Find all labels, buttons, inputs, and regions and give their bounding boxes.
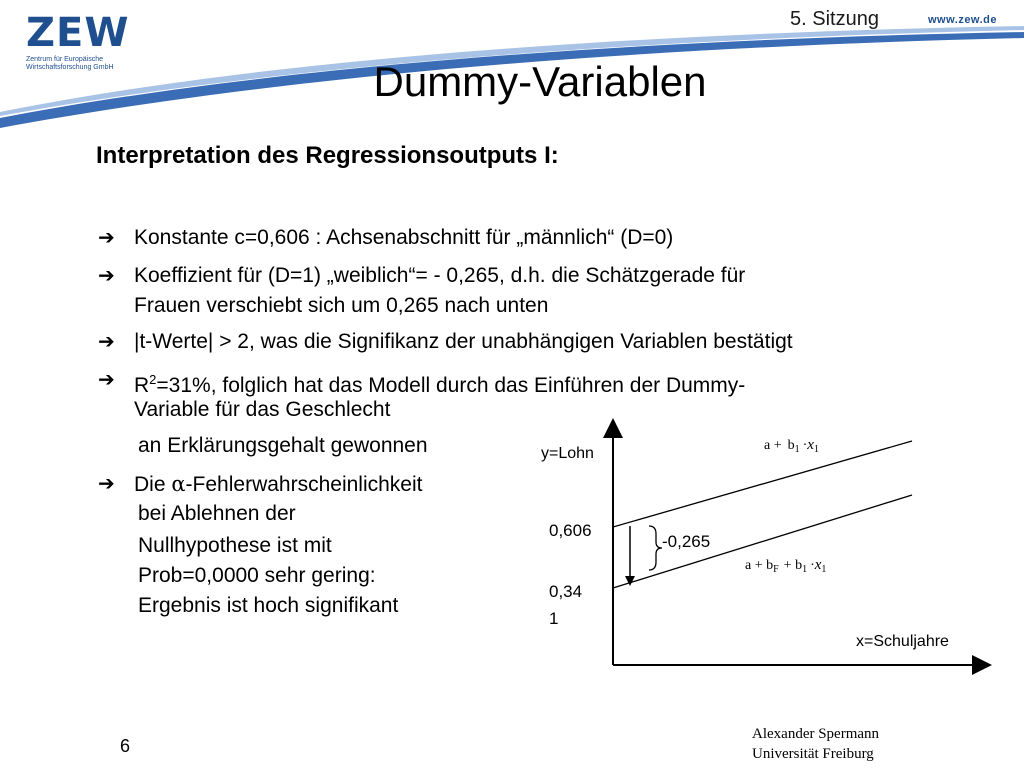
bullet-3-text: |t-Werte| > 2, was die Signifikanz der unabhängigen Variablen bestätigt [134,330,793,353]
author-name: Alexander Spermann [752,726,880,742]
arrow-icon: ➔ [98,227,115,249]
bullet-5-line-2: bei Ablehnen der [138,502,296,525]
bullet-5-pre: Die [134,473,172,496]
shift-brace [649,526,662,570]
r-superscript: 2 [149,372,157,387]
bullet-5-line-4: Prob=0,0000 sehr gering: [138,564,376,587]
male-regression-line [613,441,912,527]
r-symbol: R [134,374,150,397]
alpha-symbol: α [171,472,186,496]
arrow-icon: ➔ [98,473,115,495]
bullet-1-text: Konstante c=0,606 : Achsenabschnitt für „männlich“ (D=0) [134,226,674,249]
shift-label: -0,265 [662,532,711,551]
intercept-male-label: 0,606 [549,521,592,540]
arrow-icon: ➔ [98,369,115,391]
author-university: Universität Freiburg [752,746,874,762]
logo-subtitle-line-1: Zentrum für Europäische [26,56,104,63]
bullet-4-line-2: Variable für das Geschlecht [134,398,391,421]
bullet-4-line-3: an Erklärungsgehalt gewonnen [138,434,428,457]
website-link[interactable]: www.zew.de [928,14,997,26]
x-axis-label: x=Schuljahre [856,633,949,650]
bullet-5-line-3: Nullhypothese ist mit [138,534,332,557]
slide-title: Dummy-Variablen [373,58,707,105]
bullet-2-line-2: Frauen verschiebt sich um 0,265 nach unten [134,294,549,317]
equation-upper: $a + b_1 \cdot x_1$ [764,437,819,455]
intercept-female-label-2: 1 [549,609,559,628]
author-block [752,724,879,764]
logo-subtitle-line-2: Wirtschaftsforschung GmbH [26,64,114,71]
equation-lower: $a + b_F + b_1 \cdot x_1$ [745,557,827,575]
slide-subtitle: Interpretation des Regressionsoutputs I: [96,142,559,169]
page-number: 6 [120,736,131,756]
bullet-5-post: -Fehlerwahrscheinlichkeit [185,473,423,496]
arrow-icon: ➔ [98,265,115,287]
session-label: 5. Sitzung [790,8,879,30]
zew-logo: ZEW [26,10,130,56]
arrow-icon: ➔ [98,331,115,353]
bullet-4-rest: =31%, folglich hat das Modell durch das Einführen der Dummy- [156,374,746,397]
female-regression-line [613,495,912,588]
bullet-2-line-1: Koeffizient für (D=1) „weiblich“= - 0,265, d.h. die Schätzgerade für [134,264,746,287]
intercept-female-label-1: 0,34 [549,582,583,601]
y-axis-label: y=Lohn [541,445,594,462]
bullet-5-line-5: Ergebnis ist hoch signifikant [138,594,399,617]
